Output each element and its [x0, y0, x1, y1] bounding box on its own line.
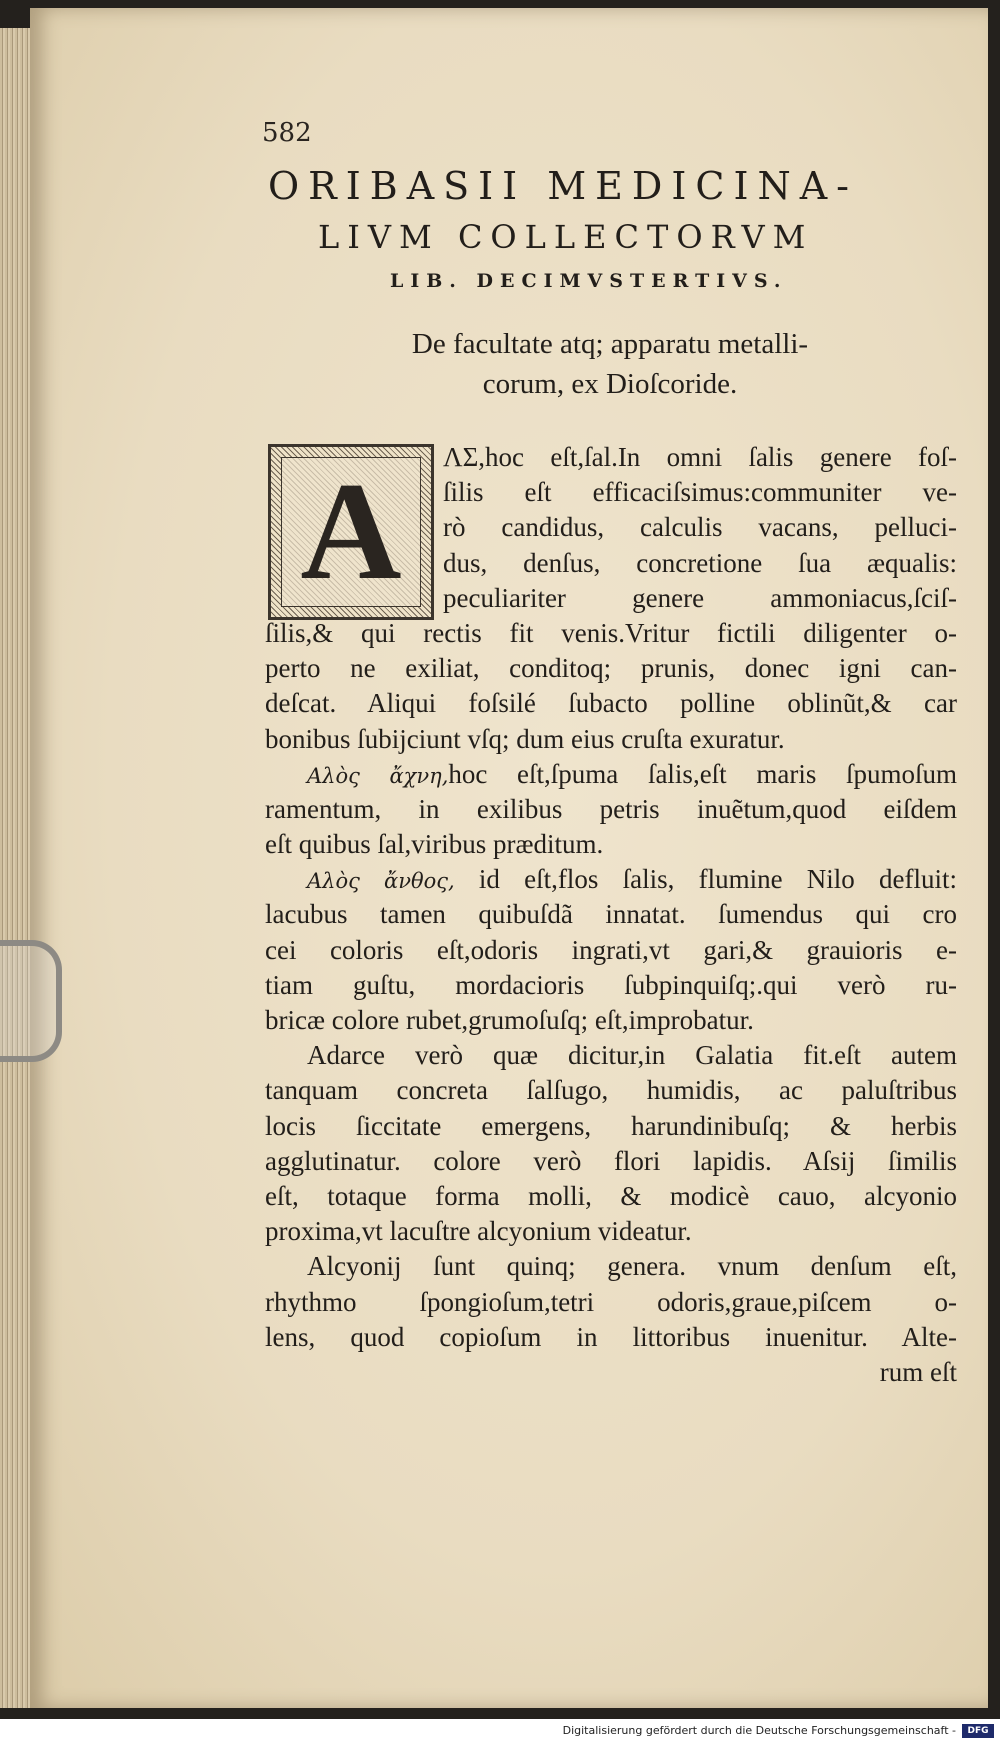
- text-line: lens, quod copioſum in littoribus inuenitur. Alte-: [265, 1321, 957, 1352]
- text-line: Αλὸς ἄνθος, id eſt,flos ſalis, flumine Nilo defluit:: [307, 864, 957, 895]
- text-line: perto ne exiliat, conditoq; prunis, donec igni can-: [265, 653, 957, 684]
- text-line: rò candidus, calculis vacans, pelluci-: [443, 512, 957, 543]
- text-line: ΛΣ,hoc eſt,ſal.In omni ſalis genere foſ-: [443, 442, 957, 472]
- title-line-2: LIVM COLLECTORVM: [318, 218, 814, 256]
- text-line: Adarce verò quæ dicitur,in Galatia fit.eſt autem: [307, 1040, 957, 1071]
- footer-credit: Digitalisierung gefördert durch die Deutsche Forschungsgemeinschaft -: [562, 1724, 956, 1737]
- chapter-heading-line-1: De facultate atq; apparatu metalli-: [411, 328, 809, 360]
- text-line: Αλὸς ἄχνη,hoc eſt,ſpuma ſalis,eſt maris ſpumoſum: [307, 758, 957, 789]
- text-line: agglutinatur. colore verò flori lapidis. Aſsij ſimilis: [265, 1145, 957, 1176]
- chapter-heading-line-2: corum, ex Dioſcoride.: [482, 368, 738, 400]
- catchword: rum eſt: [879, 1356, 957, 1387]
- text-line: ramentum, in exilibus petris inuẽtum,quod eiſdem: [265, 793, 957, 824]
- text-line: dus, denſus, concretione ſua æqualis:: [443, 547, 957, 578]
- greek-term: Αλὸς ἄχνη,: [307, 763, 449, 788]
- dfg-logo: DFG: [962, 1724, 994, 1738]
- text-line: cei coloris eſt,odoris ingrati,vt gari,& grauioris e-: [265, 934, 957, 965]
- page-clip: [0, 940, 62, 1062]
- text-line: proxima,vt lacuſtre alcyonium videatur.: [265, 1216, 692, 1247]
- title-line-1: ORIBASII MEDICINA-: [268, 164, 859, 208]
- chapter-heading: [330, 324, 890, 404]
- initial-letter: A: [300, 454, 402, 609]
- text-line: peculiariter genere ammoniacus,ſciſ-: [443, 582, 957, 613]
- digitization-footer: [0, 1719, 1000, 1745]
- text-line: deſcat. Aliqui foſsilé ſubacto polline oblinũt,& car: [265, 688, 957, 719]
- text-line: bonibus ſubijciunt vſq; dum eius cruſta exuratur.: [265, 723, 785, 754]
- text-line: ſilis eſt efficaciſsimus:communiter ve-: [443, 477, 957, 508]
- text-line: Alcyonij ſunt quinq; genera. vnum denſum eſt,: [307, 1251, 957, 1282]
- text-line: locis ſiccitate emergens, harundinibuſq; & herbis: [265, 1110, 957, 1141]
- text-line: lacubus tamen quibuſdã innatat. ſumendus qui cro: [265, 899, 957, 930]
- text-line: eſt, totaque forma molli, & modicè cauo, alcyonio: [265, 1180, 957, 1211]
- text-line: tiam guſtu, mordacioris ſubpinquiſq;.qui verò ru-: [265, 969, 957, 1000]
- text-line: tanquam concreta ſalſugo, humidis, ac paluſtribus: [265, 1075, 957, 1106]
- text-line: bricæ colore rubet,grumoſuſq; eſt,improbatur.: [265, 1005, 754, 1035]
- text-line: rhythmo ſpongioſum,tetri odoris,graue,piſcem o-: [265, 1286, 957, 1317]
- body-text: [265, 440, 957, 1390]
- page-number: 582: [262, 118, 312, 148]
- title-line-3: LIB. DECIMVSTERTIVS.: [390, 270, 788, 292]
- text-line: ſilis,& qui rectis fit venis.Vritur fictili diligenter o-: [265, 617, 957, 648]
- greek-term: Αλὸς ἄνθος,: [307, 869, 455, 894]
- text-line: eſt quibus ſal,viribus præditum.: [265, 829, 604, 860]
